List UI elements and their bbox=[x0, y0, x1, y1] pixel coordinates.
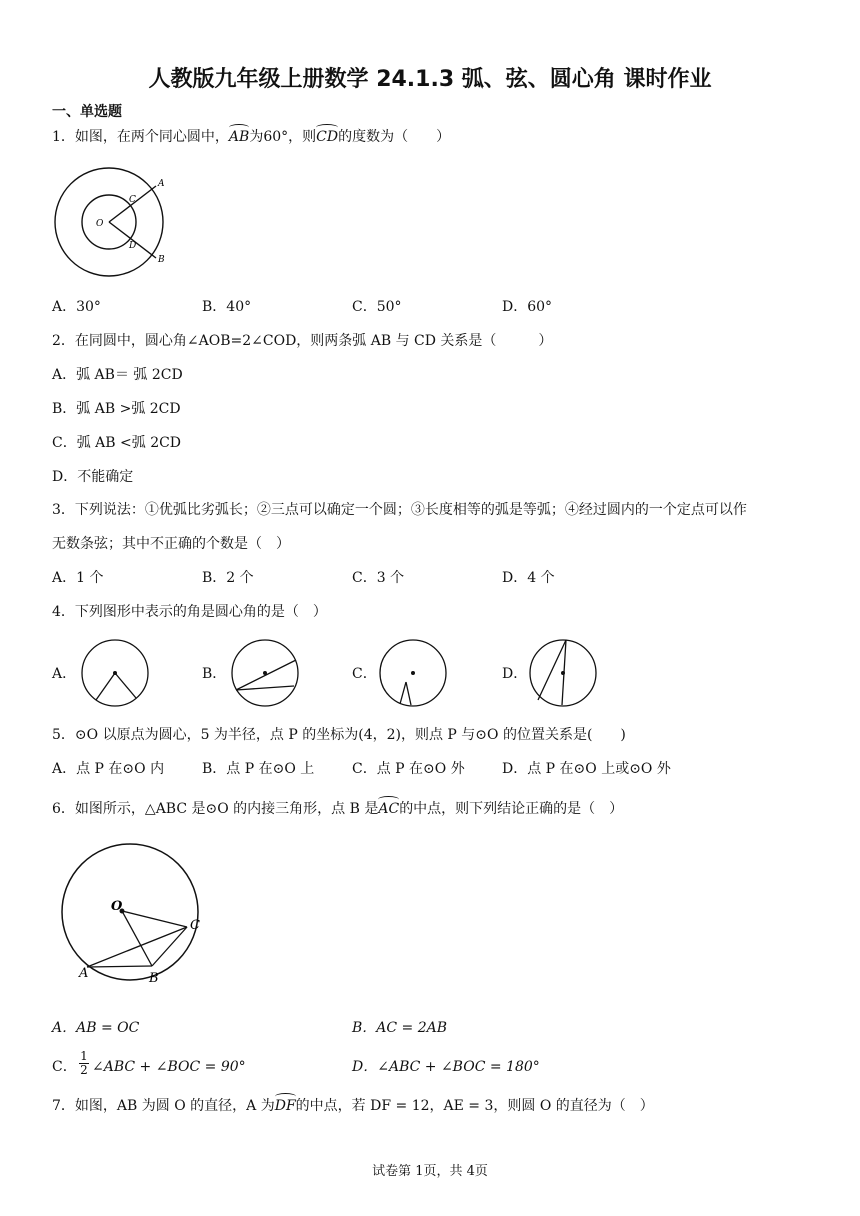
q2-option-d[interactable]: D．不能确定 bbox=[52, 469, 134, 485]
question-1-post: 的度数为（ ） bbox=[338, 129, 451, 145]
q4-figure-d bbox=[528, 638, 600, 710]
q1-option-a[interactable]: A．30° bbox=[52, 299, 101, 315]
question-3-line-1: 3．下列说法：①优弧比劣弧长；②三点可以确定一个圆；③长度相等的弧是等弧；④经过圆内的一个定点可以作 bbox=[52, 502, 747, 518]
question-4-text: 4．下列图形中表示的角是圆心角的是（ ） bbox=[52, 604, 327, 620]
q3-option-d[interactable]: D．4 个 bbox=[502, 570, 555, 586]
arc-ab-label: AB bbox=[228, 129, 250, 145]
q3-option-c[interactable]: C．3 个 bbox=[352, 570, 405, 586]
question-6-text bbox=[52, 800, 623, 818]
arc-ac-label: AC bbox=[378, 801, 400, 817]
q5-option-b[interactable]: B．点 P 在⊙O 上 bbox=[202, 761, 315, 777]
inscribed-triangle-figure bbox=[55, 830, 215, 990]
q5-option-c[interactable]: C．点 P 在⊙O 外 bbox=[352, 761, 465, 777]
fraction-denominator: 2 bbox=[80, 1063, 88, 1077]
question-1-pre: 如图，在两个同心圆中， bbox=[74, 129, 229, 145]
q6-option-a[interactable]: A．AB = OC bbox=[52, 1020, 140, 1036]
q3-option-a[interactable]: A．1 个 bbox=[52, 570, 104, 586]
q2-option-c[interactable]: C．弧 AB <弧 2CD bbox=[52, 435, 182, 451]
arc-cd-label: CD bbox=[316, 129, 339, 145]
q4-figure-a bbox=[80, 638, 152, 710]
q4-option-a[interactable]: A． bbox=[52, 666, 77, 682]
fig6-label-c: C bbox=[190, 918, 200, 933]
question-7-text bbox=[52, 1097, 654, 1115]
q6-option-b[interactable]: B．AC = 2AB bbox=[352, 1020, 448, 1036]
q4-figure-b bbox=[230, 638, 302, 710]
question-3-line-2: 无数条弦；其中不正确的个数是（ ） bbox=[52, 536, 290, 552]
q6-option-c-expression: ∠ABC + ∠BOC = 90° bbox=[92, 1059, 246, 1075]
q4-option-b[interactable]: B． bbox=[202, 666, 227, 682]
question-7-post: 的中点，若 DF = 12，AE = 3，则圆 O 的直径为（ ） bbox=[295, 1098, 654, 1114]
q4-figure-c bbox=[378, 638, 450, 710]
question-1-number: 1． bbox=[52, 129, 75, 145]
question-6-post: 的中点，则下列结论正确的是（ ） bbox=[399, 801, 624, 817]
q6-option-d[interactable]: D．∠ABC + ∠BOC = 180° bbox=[352, 1059, 540, 1075]
fraction-numerator: 1 bbox=[80, 1049, 88, 1063]
q1-option-c[interactable]: C．50° bbox=[352, 299, 402, 315]
q1-option-b[interactable]: B．40° bbox=[202, 299, 252, 315]
fig6-label-a: A bbox=[79, 966, 89, 981]
page-title: 人教版九年级上册数学 24.1.3 弧、弦、圆心角 课时作业 bbox=[148, 67, 712, 92]
section-heading-single-choice: 一、单选题 bbox=[52, 104, 122, 120]
q3-option-b[interactable]: B．2 个 bbox=[202, 570, 254, 586]
fig1-label-a: A bbox=[158, 179, 165, 189]
fig1-label-c: C bbox=[129, 195, 136, 205]
question-1-mid: 为60°，则 bbox=[249, 129, 317, 145]
question-6-pre: 如图所示，△ABC 是⊙O 的内接三角形，点 B 是 bbox=[74, 801, 379, 817]
arc-df-label: DF bbox=[274, 1098, 296, 1114]
question-2-text: 2．在同圆中，圆心角∠AOB=2∠COD，则两条弧 AB 与 CD 关系是（ ） bbox=[52, 333, 553, 349]
question-7-number: 7． bbox=[52, 1098, 75, 1114]
fig1-label-o: O bbox=[96, 219, 104, 229]
fig1-label-d: D bbox=[129, 241, 137, 251]
fig6-label-b: B bbox=[149, 971, 159, 986]
question-6-number: 6． bbox=[52, 801, 75, 817]
q2-option-b[interactable]: B．弧 AB >弧 2CD bbox=[52, 401, 181, 417]
question-5-text: 5．⊙O 以原点为圆心，5 为半径，点 P 的坐标为(4，2)，则点 P 与⊙O 的位置关系是( ) bbox=[52, 727, 626, 743]
page-footer: 试卷第 1页，共 4页 bbox=[372, 1164, 488, 1179]
question-7-pre: 如图，AB 为圆 O 的直径，A 为 bbox=[74, 1098, 275, 1114]
q5-option-a[interactable]: A．点 P 在⊙O 内 bbox=[52, 761, 165, 777]
question-1-text bbox=[52, 128, 450, 146]
q1-option-d[interactable]: D．60° bbox=[502, 299, 553, 315]
q4-option-d[interactable]: D． bbox=[502, 666, 528, 682]
q2-option-a[interactable]: A．弧 AB＝ 弧 2CD bbox=[52, 367, 183, 383]
concentric-circles-figure bbox=[52, 162, 172, 287]
fig1-label-b: B bbox=[158, 255, 165, 265]
q6-option-c-letter[interactable]: C． bbox=[52, 1059, 77, 1075]
fig6-label-o: O bbox=[111, 899, 123, 914]
q6-option-c-fraction bbox=[79, 1050, 89, 1077]
q5-option-d[interactable]: D．点 P 在⊙O 上或⊙O 外 bbox=[502, 761, 671, 777]
q4-option-c[interactable]: C． bbox=[352, 666, 377, 682]
